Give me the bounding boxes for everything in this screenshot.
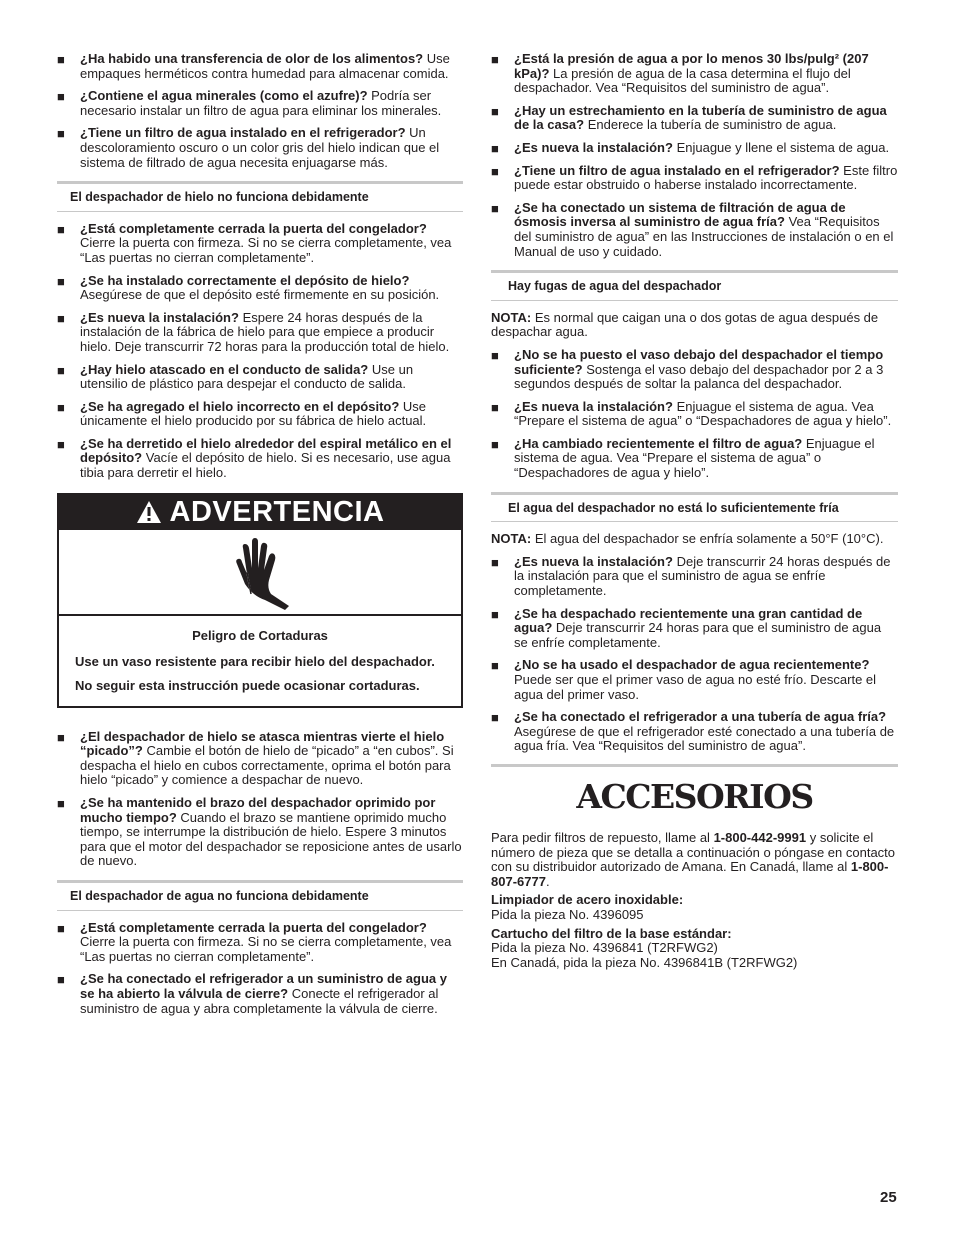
cold-note bbox=[491, 532, 898, 547]
item-answer: Use empaques herméticos contra humedad para almacenar comida. bbox=[80, 51, 450, 81]
item-answer: Sostenga el vaso debajo del despachador por 2 a 3 segundos después de soltar la palanca del despachador. bbox=[514, 361, 884, 392]
leak-items bbox=[491, 348, 898, 481]
list-item bbox=[57, 400, 463, 429]
item-answer: Cierre la puerta con firmeza. Si no se cierra completamente, vea “Las puertas no cierran completamente”. bbox=[80, 235, 452, 265]
cleaner-entry bbox=[491, 893, 898, 922]
item-answer: Deje transcurrir 24 horas después de la instalación para que el suministro de agua se enfríe completamente. bbox=[514, 553, 891, 599]
item-question: ¿Tiene un filtro de agua instalado en el refrigerador? bbox=[80, 125, 406, 141]
page-number: 25 bbox=[880, 1189, 897, 1206]
bullet-icon: ■ bbox=[491, 163, 499, 179]
phone-us: 1-800-442-9991 bbox=[713, 829, 807, 845]
cartridge-part-canada: En Canadá, pida la pieza No. 4396841B (T2RFWG2) bbox=[491, 954, 798, 970]
item-question: ¿Es nueva la instalación? bbox=[514, 553, 673, 569]
cleaner-label: Limpiador de acero inoxidable: bbox=[491, 892, 684, 908]
item-answer: La presión de agua de la casa determina el flujo del despachador. Vea “Requisitos del suministro de agua”. bbox=[514, 65, 851, 96]
item-question: ¿Es nueva la instalación? bbox=[514, 139, 673, 155]
bullet-icon: ■ bbox=[57, 52, 65, 67]
list-item bbox=[491, 141, 898, 156]
list-item bbox=[491, 437, 898, 481]
item-answer: Cierre la puerta con firmeza. Si no se cierra completamente, vea “Las puertas no cierran completamente”. bbox=[80, 934, 452, 964]
list-item bbox=[57, 437, 463, 481]
odor-items bbox=[57, 52, 463, 170]
item-answer: Espere 24 horas después de la instalación de la fábrica de hielo para que empiece a producir hielo. Deje transcurrir 72 horas para la producción total de hielo. bbox=[80, 309, 450, 354]
item-question: ¿Se ha agregado el hielo incorrecto en el depósito? bbox=[80, 398, 400, 414]
item-question: ¿Hay un estrechamiento en la tubería de suministro de agua de la casa? bbox=[514, 102, 887, 133]
leak-note-label: NOTA: bbox=[491, 309, 532, 325]
bullet-icon: ■ bbox=[491, 554, 499, 570]
item-answer: Cambie el botón de hielo de “picado” a “en cubos”. Si despacha el hielo en cubos correctamente, oprima el botón para hielo “picado” y comience a despachar de nuevo. bbox=[80, 743, 454, 788]
item-answer: Un descoloramiento oscuro o un color gris del hielo indican que el sistema de filtrado de agua necesita enjuagarse más. bbox=[80, 125, 440, 170]
item-answer: Enderece la tubería de suministro de agua. bbox=[587, 117, 837, 133]
item-question: ¿Hay hielo atascado en el conducto de salida? bbox=[80, 361, 369, 377]
warning-line-2: No seguir esta instrucción puede ocasionar cortaduras. bbox=[75, 677, 420, 693]
item-answer: Asegúrese de que el depósito esté firmemente en su posición. bbox=[80, 287, 440, 303]
accessories-title: ACCESORIOS bbox=[576, 776, 813, 816]
item-question: ¿El despachador de hielo se atasca mientras vierte el hielo “picado”? bbox=[80, 728, 445, 759]
item-answer: Enjuague y llene el sistema de agua. bbox=[676, 139, 890, 155]
item-question: ¿Es nueva la instalación? bbox=[514, 398, 673, 414]
bullet-icon: ■ bbox=[491, 436, 499, 452]
list-item bbox=[57, 126, 463, 170]
bullet-icon: ■ bbox=[57, 221, 65, 237]
bullet-icon: ■ bbox=[491, 606, 499, 622]
bullet-icon: ■ bbox=[57, 399, 65, 415]
list-item bbox=[57, 972, 463, 1016]
item-question: ¿Se ha instalado correctamente el depósito de hielo? bbox=[80, 272, 410, 288]
bullet-icon: ■ bbox=[491, 52, 499, 67]
water-dispenser-items-continued bbox=[491, 52, 898, 259]
item-question: ¿Se ha conectado el refrigerador a un suministro de agua y se ha abierto la válvula de cierre? bbox=[80, 971, 447, 1001]
list-item bbox=[491, 104, 898, 133]
bullet-icon: ■ bbox=[57, 920, 65, 936]
bullet-icon: ■ bbox=[491, 710, 499, 726]
bullet-icon: ■ bbox=[491, 140, 499, 156]
item-question: ¿Se ha derretido el hielo alrededor del espiral metálico en el depósito? bbox=[80, 435, 452, 466]
item-answer: Cuando el brazo se mantiene oprimido mucho tiempo, se interrumpe la distribución de hielo. Espere 3 minutos para que el motor del despachador se reposicione antes de usarlo de nuevo. bbox=[80, 809, 462, 869]
bullet-icon: ■ bbox=[57, 796, 65, 812]
item-answer: Vea “Requisitos del suministro de agua” en las Instrucciones de instalación o en el Manual de uso y cuidado. bbox=[514, 214, 894, 259]
list-item bbox=[57, 363, 463, 392]
section-heading-ice-dispenser: El despachador de hielo no funciona debidamente bbox=[57, 181, 463, 212]
accessories-intro bbox=[491, 831, 898, 889]
bullet-icon: ■ bbox=[57, 126, 65, 142]
list-item bbox=[491, 400, 898, 429]
item-question: ¿Se ha mantenido el brazo del despachador oprimido por mucho tiempo? bbox=[80, 795, 436, 825]
item-answer: Conecte el refrigerador al suministro de agua y abra completamente la válvula de cierre. bbox=[80, 985, 439, 1016]
list-item bbox=[57, 89, 463, 118]
bullet-icon: ■ bbox=[57, 362, 65, 378]
warning-line-1: Use un vaso resistente para recibir hielo del despachador. bbox=[75, 653, 435, 669]
cold-note-label: NOTA: bbox=[491, 531, 532, 547]
item-question: ¿Se ha conectado un sistema de filtración de agua de ósmosis inversa al suministro de agua fría? bbox=[514, 199, 846, 230]
item-answer: Este filtro puede estar obstruido o haberse instalado incorrectamente. bbox=[514, 162, 898, 193]
warning-box bbox=[57, 493, 463, 708]
list-item bbox=[491, 52, 898, 96]
item-question: ¿Se ha conectado el refrigerador a una tubería de agua fría? bbox=[514, 709, 887, 725]
item-question: ¿Tiene un filtro de agua instalado en el refrigerador? bbox=[514, 162, 840, 178]
item-question: ¿Está completamente cerrada la puerta del congelador? bbox=[80, 220, 427, 236]
ice-dispenser-items bbox=[57, 222, 463, 481]
bullet-icon: ■ bbox=[491, 347, 499, 363]
list-item bbox=[491, 164, 898, 193]
list-item bbox=[491, 658, 898, 702]
bullet-icon: ■ bbox=[57, 729, 65, 745]
item-question: ¿Está completamente cerrada la puerta del congelador? bbox=[80, 919, 427, 935]
item-answer: Asegúrese de que el refrigerador esté conectado a una tubería de agua fría. Vea “Requisitos del suministro de agua”. bbox=[514, 723, 895, 754]
leak-note-text: Es normal que caigan una o dos gotas de agua después de despachar agua. bbox=[491, 309, 879, 340]
warning-body bbox=[59, 616, 461, 706]
item-answer: Puede ser que el primer vaso de agua no esté frío. Descarte el agua del primer vaso. bbox=[514, 672, 877, 702]
cartridge-part: Pida la pieza No. 4396841 (T2RFWG2) bbox=[491, 940, 718, 956]
warning-triangle-icon bbox=[136, 500, 162, 524]
item-answer: Use un utensilio de plástico para despejar el conducto de salida. bbox=[80, 361, 414, 392]
bullet-icon: ■ bbox=[57, 972, 65, 988]
item-question: ¿No se ha puesto el vaso debajo del despachador el tiempo suficiente? bbox=[514, 346, 884, 377]
cartridge-entry bbox=[491, 927, 898, 971]
list-item bbox=[491, 348, 898, 392]
bullet-icon: ■ bbox=[491, 103, 499, 119]
accessories-rule bbox=[491, 764, 898, 767]
list-item bbox=[57, 274, 463, 303]
bullet-icon: ■ bbox=[57, 89, 65, 105]
item-question: ¿Ha cambiado recientemente el filtro de agua? bbox=[514, 435, 803, 451]
item-question: ¿Se ha despachado recientemente una gran cantidad de agua? bbox=[514, 605, 863, 636]
item-answer: Enjuague el sistema de agua. Vea “Prepare el sistema de agua” o “Despachadores de agua y hielo”. bbox=[514, 435, 875, 481]
item-answer: Deje transcurrir 24 horas para que el suministro de agua se enfríe completamente. bbox=[514, 620, 882, 650]
cut-hand-icon bbox=[227, 536, 293, 610]
list-item bbox=[57, 222, 463, 266]
bullet-icon: ■ bbox=[491, 658, 499, 674]
cartridge-label: Cartucho del filtro de la base estándar: bbox=[491, 925, 732, 941]
bullet-icon: ■ bbox=[491, 200, 499, 216]
item-question: ¿Contiene el agua minerales (como el azufre)? bbox=[80, 88, 368, 104]
list-item bbox=[491, 710, 898, 754]
list-item bbox=[491, 201, 898, 259]
intro-text-3: . bbox=[545, 873, 550, 889]
item-question: ¿Ha habido una transferencia de olor de los alimentos? bbox=[80, 51, 424, 66]
item-question: ¿Está la presión de agua a por lo menos 30 lbs/pulg² (207 kPa)? bbox=[514, 51, 869, 81]
item-answer: Enjuague el sistema de agua. Vea “Prepare el sistema de agua” o “Despachadores de agua y hielo”. bbox=[514, 398, 892, 429]
section-heading-water-dispenser: El despachador de agua no funciona debidamente bbox=[57, 880, 463, 911]
section-heading-leaks: Hay fugas de agua del despachador bbox=[491, 270, 898, 301]
list-item bbox=[491, 555, 898, 599]
bullet-icon: ■ bbox=[57, 273, 65, 289]
leak-note bbox=[491, 311, 898, 340]
section-heading-not-cold: El agua del despachador no está lo suficientemente fría bbox=[491, 492, 898, 523]
warning-header bbox=[59, 495, 461, 530]
list-item bbox=[57, 311, 463, 355]
warning-title: ADVERTENCIA bbox=[169, 495, 385, 528]
right-column bbox=[491, 52, 898, 974]
list-item bbox=[57, 52, 463, 81]
left-column bbox=[57, 52, 463, 1024]
list-item bbox=[57, 921, 463, 965]
list-item bbox=[491, 607, 898, 651]
bullet-icon: ■ bbox=[57, 310, 65, 326]
bullet-icon: ■ bbox=[491, 399, 499, 415]
cold-items bbox=[491, 555, 898, 754]
list-item bbox=[57, 730, 463, 788]
phone-canada: 1-800-807-6777 bbox=[491, 859, 889, 889]
item-question: ¿Es nueva la instalación? bbox=[80, 309, 239, 325]
warning-hazard: Peligro de Cortaduras bbox=[192, 627, 328, 643]
cleaner-part: Pida la pieza No. 4396095 bbox=[491, 906, 644, 922]
item-question: ¿No se ha usado el despachador de agua recientemente? bbox=[514, 657, 870, 673]
intro-text-1: Para pedir filtros de repuesto, llame al bbox=[491, 829, 714, 845]
cut-hazard-area bbox=[59, 530, 461, 616]
list-item bbox=[57, 796, 463, 869]
item-answer: Podría ser necesario instalar un filtro de agua para eliminar los minerales. bbox=[80, 88, 442, 118]
intro-text-2: y solicite el número de pieza que se detalla a continuación o póngase en contacto con su distribuidor autorizado de Amana. En Canadá, llame al bbox=[491, 829, 896, 875]
bullet-icon: ■ bbox=[57, 436, 65, 452]
cold-note-text: El agua del despachador se enfría solamente a 50°F (10°C). bbox=[534, 531, 884, 547]
item-answer: Vacíe el depósito de hielo. Si es necesario, use agua tibia para derretir el hielo. bbox=[80, 450, 451, 481]
water-dispenser-items bbox=[57, 921, 463, 1017]
ice-dispenser-items-continued bbox=[57, 730, 463, 869]
item-answer: Use únicamente el hielo producido por su fábrica de hielo actual. bbox=[80, 398, 427, 429]
